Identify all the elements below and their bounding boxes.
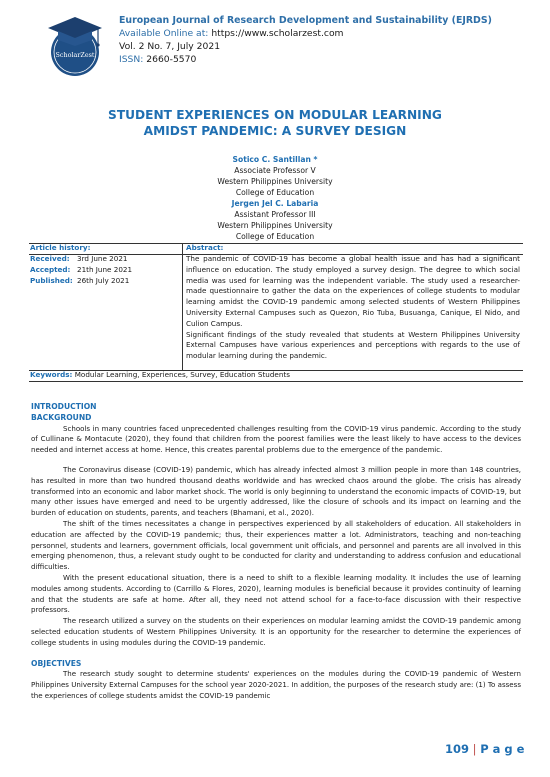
- author-university: Western Philippines University: [217, 177, 333, 186]
- author-college: College of Education: [235, 188, 315, 197]
- body-paragraph: The Coronavirus disease (COVID-19) pandemic, which has already infected almost 3 million people in more than 148 countries, has resulted in more than two hundred thousand deaths worldwide and has wrecked chaos around the globe. The crisis has already transformed into an economic and labor market shock. The world is only beginning to understand the economic impacts of COVID-19, but many other issues have emerged and need to be urgently addressed, like the closure of schools and its impact on learning and the burden of education on students, parents, and teachers (Bhamani, et al., 2020).: [31, 464, 521, 518]
- scholarzest-logo: [40, 14, 110, 80]
- abstract-paragraph: The pandemic of COVID-19 has become a global health issue and has had a significant influence on education. The study employed a survey design. The degree to which social media was used for learning was the independent variable. The study used a researcher-made questionnaire to gather the data on the experiences of college students to modular learning amidst the COVID-19 pandemic among selected students of Western Philippines University External Campuses such as Quezon, Rio Tuba, Busuanga, Canique, El Nido, and Culion Campus.: [186, 254, 520, 328]
- paper-title-line2: AMIDST PANDEMIC: A SURVEY DESIGN: [143, 124, 407, 138]
- received-row: Received: 3rd June 2021: [30, 254, 128, 263]
- issn-value: 2660-5570: [146, 54, 197, 65]
- author-name: Sotico C. Santillan *: [232, 155, 318, 164]
- author-college: College of Education: [235, 232, 315, 241]
- journal-title: European Journal of Research Development and Sustainability (EJRDS): [119, 15, 492, 26]
- published-date: 26th July 2021: [77, 275, 130, 285]
- svg-text:ScholarZest: ScholarZest: [55, 51, 95, 59]
- author-university: Western Philippines University: [217, 221, 333, 230]
- article-history-label: Article history:: [30, 243, 91, 252]
- paper-title: [40, 107, 510, 139]
- author-role: Associate Professor V: [234, 166, 316, 175]
- section-heading-background: BACKGROUND: [31, 412, 92, 422]
- journal-availability: [119, 27, 539, 40]
- paper-title-line1: STUDENT EXPERIENCES ON MODULAR LEARNING: [108, 108, 442, 122]
- body-paragraph: The shift of the times necessitates a change in perspectives experienced by all stakeholders of education. All stakeholders in education are affected by the COVID-19 pandemic; thus, their experiences matter a lot. Administrators, teaching and non-teaching personnel, students and learners, government officials, local government unit officials, and personnel and parents are all involved in this emerging phenomenon, thus, a relevant study ought to be conducted for clarity and understanding to address confusion and educational difficulties.: [31, 518, 521, 572]
- article-dates: [30, 254, 180, 286]
- body-paragraph: The research study sought to determine students' experiences on the modules during the COVID-19 pandemic of Western Philippines University External Campuses for the school year 2020-2021. In addition, the purposes of the research study are: (1) To assess the experiences of college students amidst the COVID-19 pandemic: [31, 669, 521, 700]
- journal-url-link[interactable]: https://www.scholarzest.com: [211, 28, 344, 39]
- journal-issn: [119, 53, 539, 66]
- accepted-date: 21th June 2021: [77, 264, 133, 274]
- received-date: 3rd June 2021: [77, 254, 128, 263]
- body-paragraph: Schools in many countries faced unprecedented challenges resulting from the COVID-19 virus pandemic. According to the study of Cullinane & Montacute (2020), they found that children from the poorest families were the least likely to have access to the devices needed and internet access at home. Hence, this creates parental problems due to the emergence of the pandemic.: [31, 423, 521, 455]
- paper-body: [31, 402, 521, 702]
- body-paragraph: With the present educational situation, there is a need to shift to a flexible learning modality. It includes the use of learning modules among students. According to (Carrillo & Flores, 2020), learning modules is beneficial because it provides continuity of learning and that the students are safe at home. After all, they need not attend school for a face-to-face discussion with their respective professors.: [31, 572, 521, 615]
- journal-header: [119, 14, 539, 66]
- table-divider: [182, 243, 183, 370]
- abstract-label: Abstract:: [186, 243, 224, 252]
- section-heading-introduction: INTRODUCTION: [31, 402, 97, 411]
- article-info-table: [29, 243, 523, 380]
- author-role: Assistant Professor III: [234, 210, 316, 219]
- accepted-row: Accepted: 21th June 2021: [30, 264, 133, 274]
- page-number-value: 109: [445, 742, 470, 756]
- published-row: Published: 26th July 2021: [30, 275, 130, 285]
- abstract-text: [186, 254, 520, 362]
- section-heading-objectives: OBJECTIVES: [31, 658, 82, 668]
- journal-volume: Vol. 2 No. 7, July 2021: [119, 41, 221, 52]
- available-label: Available Online at:: [119, 28, 212, 39]
- author-block: [40, 154, 510, 242]
- abstract-paragraph: Significant findings of the study revealed that students at Western Philippines University External Campuses have various experiences and perceptions with regards to the use of modular learning during the pandemic.: [186, 329, 520, 361]
- keywords-label: Keywords:: [30, 370, 73, 379]
- keywords-text: Modular Learning, Experiences, Survey, Education Students: [74, 370, 290, 379]
- issn-label: ISSN:: [119, 54, 147, 65]
- author-name: Jergen Jel C. Labaria: [231, 199, 319, 208]
- page-separator: |: [469, 742, 481, 756]
- page-word: P a g e: [480, 742, 525, 756]
- keywords-row: [29, 370, 523, 382]
- body-paragraph: The research utilized a survey on the students on their experiences on modular learning amidst the COVID-19 pandemic among selected education students of Western Philippines University. It is an opportunity for the researcher to determine the experiences of college students in using modules during the COVID-19 pandemic.: [31, 616, 521, 647]
- page-number: [445, 742, 524, 756]
